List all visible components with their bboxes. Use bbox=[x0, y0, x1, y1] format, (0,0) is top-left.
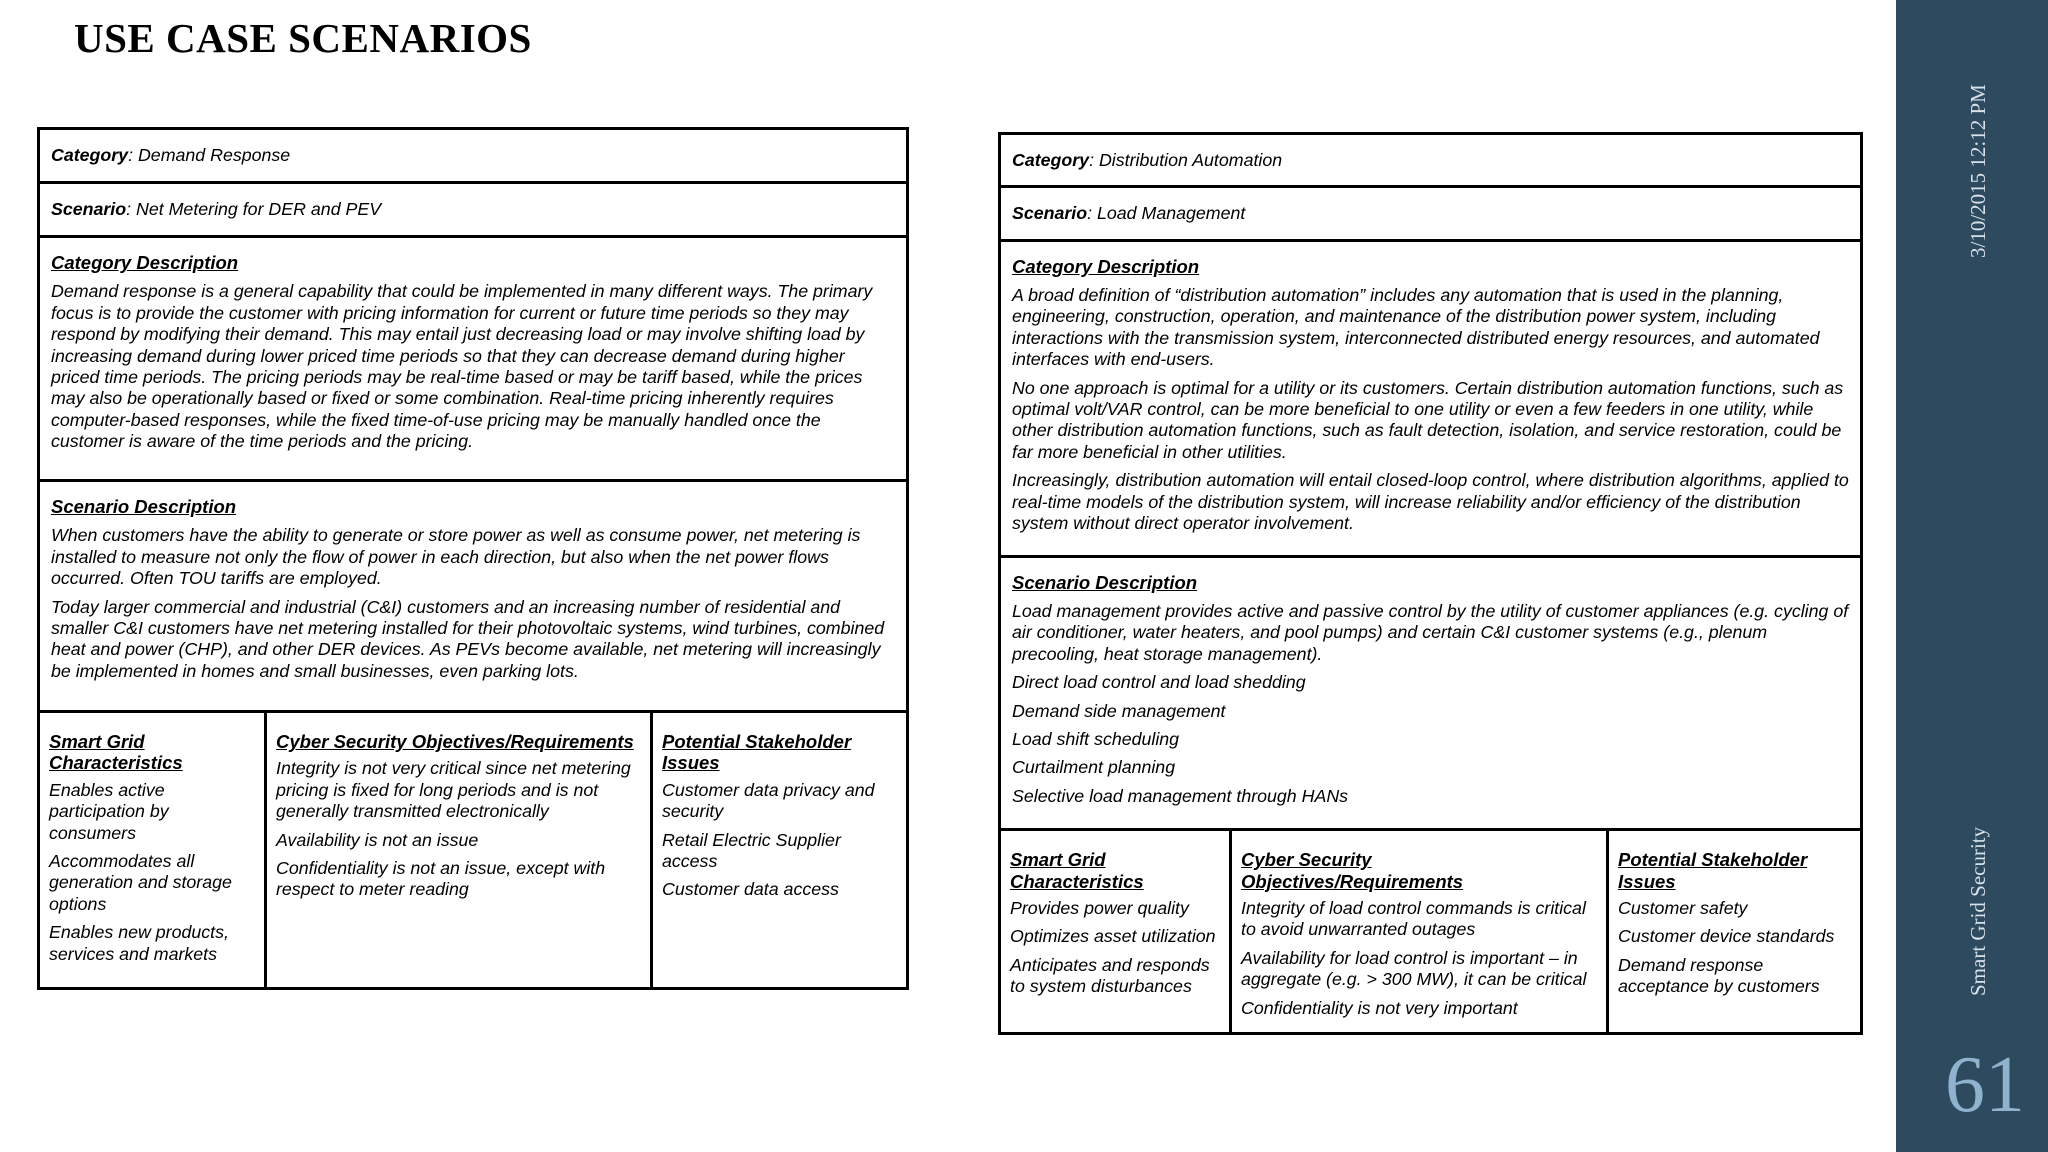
category-value: : Demand Response bbox=[128, 145, 291, 165]
list-item: Provides power quality bbox=[1010, 897, 1189, 918]
list-item: Curtailment planning bbox=[1012, 757, 1176, 778]
stakeholder-heading: Potential Stakeholder Issues bbox=[1618, 849, 1808, 892]
use-case-table-demand-response bbox=[37, 127, 909, 990]
scenario-row bbox=[40, 184, 906, 238]
scenario-label: Scenario bbox=[51, 199, 127, 219]
use-case-table-distribution-automation bbox=[998, 132, 1863, 1035]
list-item: Confidentiality is not very important bbox=[1241, 997, 1518, 1018]
list-item: Availability is not an issue bbox=[276, 829, 479, 850]
list-item: Enables new products, services and markets bbox=[49, 922, 229, 964]
list-item: Load shift scheduling bbox=[1012, 729, 1180, 750]
category-description-paragraph: A broad definition of “distribution automation” includes any automation that is used in the planning, engineering, construction, operation, and maintenance of the distribution power system, including interactions with the transmission system, interconnected distributed energy resources, and automated interfaces with end-users. bbox=[1012, 285, 1820, 370]
smart-grid-characteristics bbox=[40, 713, 267, 987]
list-item: Integrity of load control commands is critical to avoid unwarranted outages bbox=[1241, 897, 1586, 940]
cyber-security-objectives bbox=[267, 713, 653, 987]
scenario-label: Scenario bbox=[1012, 202, 1088, 223]
category-description-heading: Category Description bbox=[51, 252, 239, 273]
list-item: Optimizes asset utilization bbox=[1010, 926, 1216, 947]
category-label: Category bbox=[51, 145, 129, 165]
list-item: Customer data privacy and security bbox=[662, 779, 875, 822]
scenario-value: : Load Management bbox=[1087, 202, 1246, 223]
category-row bbox=[1001, 135, 1860, 188]
scenario-description-heading: Scenario Description bbox=[51, 496, 237, 517]
category-description-heading: Category Description bbox=[1012, 255, 1200, 277]
list-item: Availability for load control is important – in aggregate (e.g. > 300 MW), it can be critical bbox=[1241, 947, 1587, 990]
list-item: Enables active participation by consumers bbox=[49, 779, 169, 843]
list-item: Retail Electric Supplier access bbox=[662, 829, 841, 872]
list-item: Demand response acceptance by customers bbox=[1618, 954, 1820, 997]
list-item: Integrity is not very critical since net metering pricing is fixed for long periods and is not generally transmitted electronically bbox=[276, 758, 631, 822]
cyber-security-objectives bbox=[1232, 831, 1609, 1032]
list-item: Customer safety bbox=[1618, 897, 1748, 918]
list-item: Anticipates and responds to system disturbances bbox=[1010, 954, 1210, 997]
scenario-description-paragraph: Load management provides active and passive control by the utility of customer appliances (e.g. cycling of air conditioner, water heaters, and pool pumps) and certain C&I customer systems (e.g., plenum precooling, heat storage management). bbox=[1012, 601, 1849, 664]
category-row bbox=[40, 130, 906, 184]
stakeholder-heading: Potential Stakeholder Issues bbox=[662, 731, 852, 774]
slide-date: 3/10/2015 12:12 PM bbox=[1966, 84, 1990, 258]
category-value: : Distribution Automation bbox=[1089, 149, 1283, 170]
category-label: Category bbox=[1012, 149, 1090, 170]
list-item: Customer data access bbox=[662, 879, 839, 900]
slide-footer: Smart Grid Security bbox=[1966, 826, 1990, 996]
scenario-description-heading: Scenario Description bbox=[1012, 571, 1198, 593]
category-description bbox=[40, 238, 906, 482]
category-description bbox=[1001, 242, 1860, 558]
slide-title: USE CASE SCENARIOS bbox=[74, 15, 532, 61]
scenario-value: : Net Metering for DER and PEV bbox=[126, 199, 382, 219]
smart-grid-heading: Smart Grid Characteristics bbox=[49, 731, 183, 774]
scenario-description-paragraph: When customers have the ability to generate or store power as well as consume power, net metering is installed to measure not only the flow of power in each direction, but also when the net power flows occurred. Often TOU tariffs are employed. bbox=[51, 525, 861, 589]
page-number: 61 bbox=[1945, 1041, 2025, 1129]
category-description-paragraph: Increasingly, distribution automation will entail closed-loop control, where distribution algorithms, applied to real-time models of the distribution system, will increase reliability and/or efficiency of the distribution system without direct operator involvement. bbox=[1012, 470, 1849, 534]
category-description-paragraph: No one approach is optimal for a utility or its customers. Certain distribution automation functions, such as optimal volt/VAR control, can be more beneficial to one utility or even a few feeders in one utility, while other distribution automation functions, such as fault detection, isolation, and service restoration, could be far more beneficial in other utilities. bbox=[1012, 377, 1844, 462]
category-description-text: Demand response is a general capability that could be implemented in many different ways. The primary focus is to provide the customer with pricing information for current or future time periods so they may respond by modifying their demand. This may entail just decreasing load or may involve shifting load by increasing demand during lower priced time periods so that they can decrease demand during higher priced time periods. The pricing periods may be real-time based or may be tariff based, while the prices may also be operationally based or fixed or some combination. Real-time pricing inherently requires computer-based responses, while the fixed time-of-use pricing may be manually handled once the customer is aware of the time periods and the pricing. bbox=[51, 281, 873, 452]
list-item: Confidentiality is not an issue, except with respect to meter reading bbox=[276, 858, 606, 900]
scenario-description bbox=[40, 482, 906, 713]
list-item: Customer device standards bbox=[1618, 926, 1835, 947]
smart-grid-characteristics bbox=[1001, 831, 1232, 1032]
list-item: Accommodates all generation and storage options bbox=[49, 851, 232, 914]
stakeholder-issues bbox=[653, 713, 906, 987]
list-item: Demand side management bbox=[1012, 700, 1226, 721]
list-item: Direct load control and load shedding bbox=[1012, 672, 1306, 693]
stakeholder-issues bbox=[1609, 831, 1860, 1032]
scenario-row bbox=[1001, 188, 1860, 241]
characteristics-row bbox=[40, 713, 906, 987]
smart-grid-heading: Smart Grid Characteristics bbox=[1010, 849, 1144, 892]
cyber-security-heading: Cyber Security Objectives/Requirements bbox=[1241, 849, 1464, 892]
scenario-description-paragraph: Today larger commercial and industrial (C&I) customers and an increasing number of residential and smaller C&I customers have net metering installed for their photovoltaic systems, wind turbines, combined heat and power (CHP), and other DER devices. As PEVs become available, net metering will increasingly be implemented in homes and small businesses, even parking lots. bbox=[51, 596, 885, 681]
cyber-security-heading: Cyber Security Objectives/Requirements bbox=[276, 731, 634, 752]
list-item: Selective load management through HANs bbox=[1012, 785, 1349, 806]
characteristics-row bbox=[1001, 831, 1860, 1032]
scenario-description bbox=[1001, 558, 1860, 832]
